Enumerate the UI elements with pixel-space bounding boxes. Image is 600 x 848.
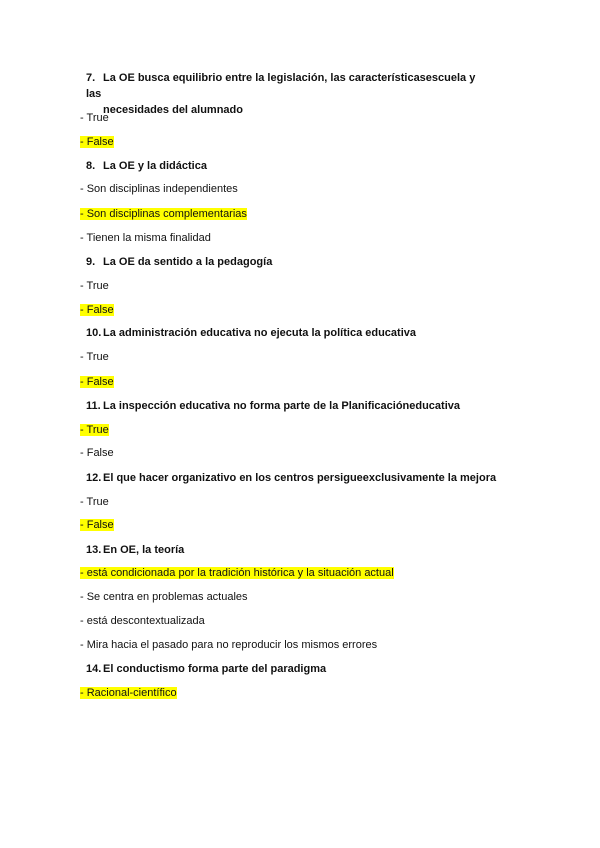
- option: [80, 614, 205, 629]
- question-text: La OE y la didáctica: [103, 160, 207, 172]
- option-text: - True: [80, 424, 109, 436]
- question-10: [86, 325, 416, 341]
- option-text: - Se centra en problemas actuales: [80, 591, 248, 603]
- option-text: - False: [80, 519, 114, 531]
- option-text: - Son disciplinas complementarias: [80, 208, 247, 220]
- option-text: - False: [80, 136, 114, 148]
- question-13: [86, 542, 184, 558]
- option: [80, 279, 109, 294]
- option-text: - False: [80, 447, 114, 459]
- question-9: [86, 254, 272, 270]
- option: [80, 590, 248, 605]
- option-highlighted: [80, 303, 114, 318]
- option-highlighted: [80, 375, 114, 390]
- question-number: 12.: [86, 472, 102, 484]
- option-text: - Tienen la misma finalidad: [80, 232, 211, 244]
- option: [80, 638, 377, 653]
- option-highlighted: [80, 207, 247, 222]
- option-text: - Son disciplinas independientes: [80, 183, 238, 195]
- question-number: 13.: [86, 544, 102, 556]
- option-highlighted: [80, 686, 177, 701]
- question-text: La OE busca equilibrio entre la legislación, las característicasescuela y las: [86, 72, 476, 100]
- question-text: En OE, la teoría: [103, 544, 185, 556]
- option-text: - False: [80, 304, 114, 316]
- question-number: 14.: [86, 663, 102, 675]
- option: [80, 231, 211, 246]
- question-number: 8.: [86, 160, 96, 172]
- option-text: - True: [80, 112, 109, 124]
- question-number: 10.: [86, 327, 102, 339]
- question-text-continuation: necesidades del alumnado: [103, 104, 243, 116]
- option-text: - True: [80, 496, 109, 508]
- option: [80, 446, 114, 461]
- question-number: 7.: [86, 72, 96, 84]
- question-text: El que hacer organizativo en los centros persigueexclusivamente la mejora: [103, 472, 497, 484]
- option-highlighted: [80, 566, 394, 581]
- option: [80, 495, 109, 510]
- option-text: - False: [80, 376, 114, 388]
- option-highlighted: [80, 518, 114, 533]
- option-text: - True: [80, 280, 109, 292]
- question-12: [86, 470, 496, 486]
- option-text: - Mira hacia el pasado para no reproducir los mismos errores: [80, 639, 378, 651]
- question-14: [86, 661, 326, 677]
- option: [80, 350, 109, 365]
- option: [80, 111, 109, 126]
- question-8: [86, 158, 207, 174]
- question-text: La inspección educativa no forma parte de la Planificacióneducativa: [103, 400, 461, 412]
- question-text: La OE da sentido a la pedagogía: [103, 256, 273, 268]
- option-highlighted: [80, 423, 109, 438]
- option-text: - True: [80, 351, 109, 363]
- question-text: El conductismo forma parte del paradigma: [103, 663, 327, 675]
- question-number: 9.: [86, 256, 96, 268]
- question-11: [86, 398, 460, 414]
- option-text: - Racional-científico: [80, 687, 177, 699]
- option-highlighted: [80, 135, 114, 150]
- question-7: [86, 70, 486, 118]
- option: [80, 182, 238, 197]
- question-text: La administración educativa no ejecuta la política educativa: [103, 327, 416, 339]
- option-text: - está condicionada por la tradición histórica y la situación actual: [80, 567, 394, 579]
- question-number: 11.: [86, 400, 101, 412]
- option-text: - está descontextualizada: [80, 615, 205, 627]
